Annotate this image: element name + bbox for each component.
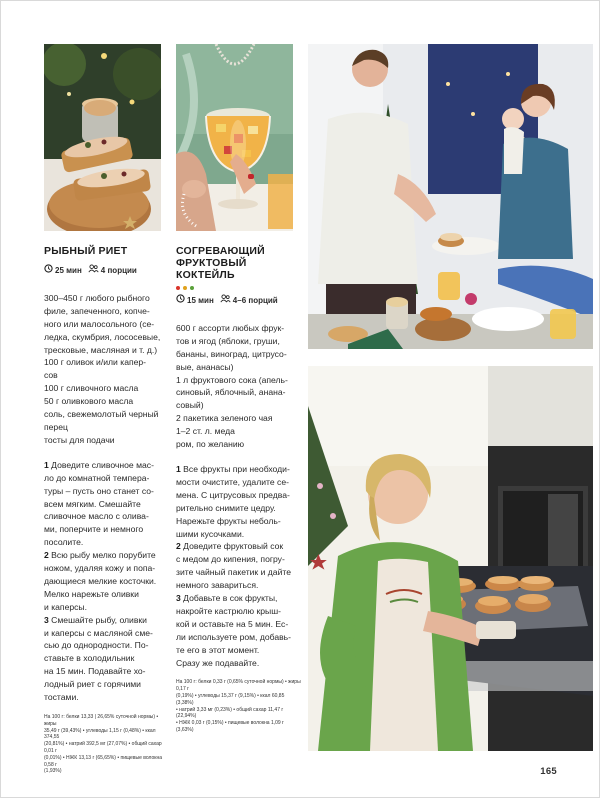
ingredient-line: перец bbox=[44, 421, 68, 432]
ingredient-line: ледка, скумбрия, лососевые, bbox=[44, 331, 161, 342]
nutrition-line: (0,01%) • НЖК 13,13 г (65,65%) • пищевые волокна 0,58 г bbox=[44, 754, 163, 768]
recipe-time: 25 мин bbox=[55, 265, 82, 275]
ingredient-line: совый) bbox=[176, 400, 204, 411]
step bbox=[44, 459, 169, 472]
nutrition-line: • натрий 3,33 мг (0,23%) • общий сахар 11,47 г (22,94%) bbox=[176, 706, 284, 720]
recipe-time: 15 мин bbox=[187, 295, 214, 305]
recipe-title-line: СОГРЕВАЮЩИЙ bbox=[176, 245, 265, 257]
step-line: шими кусочками. bbox=[176, 528, 245, 539]
nutrition-line: (0,19%) • углеводы 15,37 г (9,15%) • ккал 60,85 (3,38%) bbox=[176, 693, 285, 706]
nutrition-line: • НЖК 0,03 г (0,15%) • пищевые волокна 1,09 г (3,63%) bbox=[176, 720, 284, 734]
nutrition-facts bbox=[176, 679, 301, 733]
nutrition-line: (20,81%) • натрий 392,5 мг (27,07%) • общий сахар 0,01 г bbox=[44, 741, 162, 754]
photo-fruit-cocktail bbox=[176, 44, 293, 231]
step-number: 1 bbox=[44, 459, 49, 470]
nutrition-line: (1,93%) bbox=[44, 768, 62, 775]
step-line: с медом до кипения, погру- bbox=[176, 554, 285, 565]
step-line: ми, поперчите и немного bbox=[44, 524, 144, 535]
steps-list bbox=[44, 459, 169, 704]
nutrition-facts bbox=[44, 714, 169, 775]
difficulty-dots bbox=[176, 286, 301, 290]
step-line: сливочное масло с олива- bbox=[44, 511, 149, 522]
recipe-servings: 4 порции bbox=[100, 265, 137, 275]
step bbox=[44, 614, 169, 627]
ingredient-line: сов bbox=[44, 370, 58, 381]
ingredient-line: соль, свежемолотый черный bbox=[44, 409, 159, 420]
recipe-fish-rillettes bbox=[44, 245, 169, 775]
ingredient-line: бананы, виноград, цитрусо- bbox=[176, 348, 287, 359]
step-line: тостами. bbox=[44, 692, 79, 703]
step-line: всем мягким. Смешайте bbox=[44, 498, 141, 509]
step-line: на 15 мин. Подавайте хо- bbox=[44, 666, 146, 677]
step bbox=[176, 592, 301, 605]
step-line: сью до однородности. По- bbox=[44, 640, 149, 651]
step-line: мена. С цитрусовых предва- bbox=[176, 489, 290, 500]
recipe-meta bbox=[176, 294, 301, 308]
step-line: немного завариться. bbox=[176, 580, 259, 591]
step-line: ставьте в холодильник bbox=[44, 653, 135, 664]
step-line: кой и оставьте на 5 мин. Ес- bbox=[176, 618, 289, 629]
step-line: Сразу же подавайте. bbox=[176, 657, 260, 668]
ingredient-line: 600 г ассорти любых фрук- bbox=[176, 322, 285, 333]
ingredients-list bbox=[176, 322, 301, 451]
step-line: туры – пусть оно станет со- bbox=[44, 485, 154, 496]
ingredient-line: ром, по желанию bbox=[176, 439, 245, 450]
step-line: ли используете ром, добавь- bbox=[176, 631, 292, 642]
ingredients-list bbox=[44, 292, 169, 447]
recipe-title-line: ФРУКТОВЫЙ КОКТЕЙЛЬ bbox=[176, 257, 247, 281]
step-line: зите чайный пакетик и дайте bbox=[176, 567, 291, 578]
recipe-title: РЫБНЫЙ РИЕТ bbox=[44, 245, 128, 257]
recipe-fruit-cocktail bbox=[176, 245, 301, 734]
step-line: накройте кастрюлю крыш- bbox=[176, 605, 281, 616]
steps-list bbox=[176, 463, 301, 670]
ingredient-line: тов и ягод (яблоки, груши, bbox=[176, 335, 280, 346]
step bbox=[176, 540, 301, 553]
photo-fish-rillettes bbox=[44, 44, 161, 231]
step-number: 1 bbox=[176, 463, 181, 474]
photo-family-table bbox=[308, 44, 593, 349]
step-text: Всю рыбу мелко порубите bbox=[48, 550, 156, 561]
dot-red bbox=[176, 286, 180, 290]
nutrition-line: На 100 г: белки 0,33 г (0,65% суточной нормы) • жиры 0,17 г bbox=[176, 679, 301, 693]
step bbox=[176, 463, 301, 476]
step-number: 2 bbox=[176, 541, 181, 552]
step bbox=[44, 549, 169, 562]
ingredient-line: тресковые, масляная и т. д.) bbox=[44, 344, 158, 355]
ingredient-line: 50 г оливкового масла bbox=[44, 396, 134, 407]
recipe-title bbox=[176, 245, 301, 281]
ingredient-line: филе, запеченного, копче- bbox=[44, 305, 150, 316]
step-text: Смешайте рыбу, оливки bbox=[48, 614, 147, 625]
dot-yellow bbox=[183, 286, 187, 290]
nutrition-line: На 100 г: белки 13,33 | 26,65% суточной нормы) • жиры bbox=[44, 714, 159, 727]
servings-icon bbox=[88, 264, 99, 278]
step-line: рительно снимите цедру. bbox=[176, 502, 276, 513]
step-line: те его в этот момент. bbox=[176, 644, 260, 655]
step-text: Добавьте в сок фрукты, bbox=[180, 593, 278, 604]
servings-icon bbox=[220, 294, 231, 308]
step-line: Нарежьте фрукты неболь- bbox=[176, 515, 281, 526]
page-number: 165 bbox=[540, 766, 557, 777]
step-line: и каперсы с масляной сме- bbox=[44, 627, 153, 638]
ingredient-line: тосты для подачи bbox=[44, 434, 115, 445]
step-line: дающиеся мелкие косточки. bbox=[44, 575, 157, 586]
recipe-meta bbox=[44, 264, 169, 278]
recipe-servings: 4–6 порций bbox=[232, 295, 278, 305]
ingredient-line: синовый, яблочный, анана- bbox=[176, 387, 286, 398]
step-number: 3 bbox=[176, 593, 181, 604]
step-line: лодный риет с горячими bbox=[44, 679, 141, 690]
ingredient-line: 100 г сливочного масла bbox=[44, 383, 139, 394]
ingredient-line: 2 пакетика зеленого чая bbox=[176, 413, 273, 424]
dot-green bbox=[190, 286, 194, 290]
step-line: Мелко нарежьте оливки bbox=[44, 588, 139, 599]
step-line: мости очистите, удалите се- bbox=[176, 476, 289, 487]
photo-woman-oven bbox=[308, 366, 593, 751]
ingredient-line: 300–450 г любого рыбного bbox=[44, 292, 150, 303]
nutrition-line: 35,49 г (39,43%) • углеводы 1,15 г (0,48%) • ккал 374,55 bbox=[44, 727, 156, 741]
step-line: ножом, удаляя кожу и попа- bbox=[44, 563, 156, 574]
clock-icon bbox=[176, 294, 185, 308]
step-text: Доведите сливочное мас- bbox=[48, 459, 154, 470]
clock-icon bbox=[44, 264, 53, 278]
step-number: 3 bbox=[44, 614, 49, 625]
step-line: и каперсы. bbox=[44, 601, 87, 612]
step-line: посолите. bbox=[44, 537, 84, 548]
step-text: Доведите фруктовый сок bbox=[180, 541, 284, 552]
step-number: 2 bbox=[44, 550, 49, 561]
ingredient-line: 100 г оливок и/или капер- bbox=[44, 357, 147, 368]
ingredient-line: ного или малосольного (се- bbox=[44, 318, 155, 329]
ingredient-line: 1 л фруктового сока (апель- bbox=[176, 374, 288, 385]
ingredient-line: 1–2 ст. л. меда bbox=[176, 426, 235, 437]
ingredient-line: вые, ананасы) bbox=[176, 361, 234, 372]
step-text: Все фрукты при необходи- bbox=[180, 463, 290, 474]
step-line: ло до комнатной темпера- bbox=[44, 472, 150, 483]
